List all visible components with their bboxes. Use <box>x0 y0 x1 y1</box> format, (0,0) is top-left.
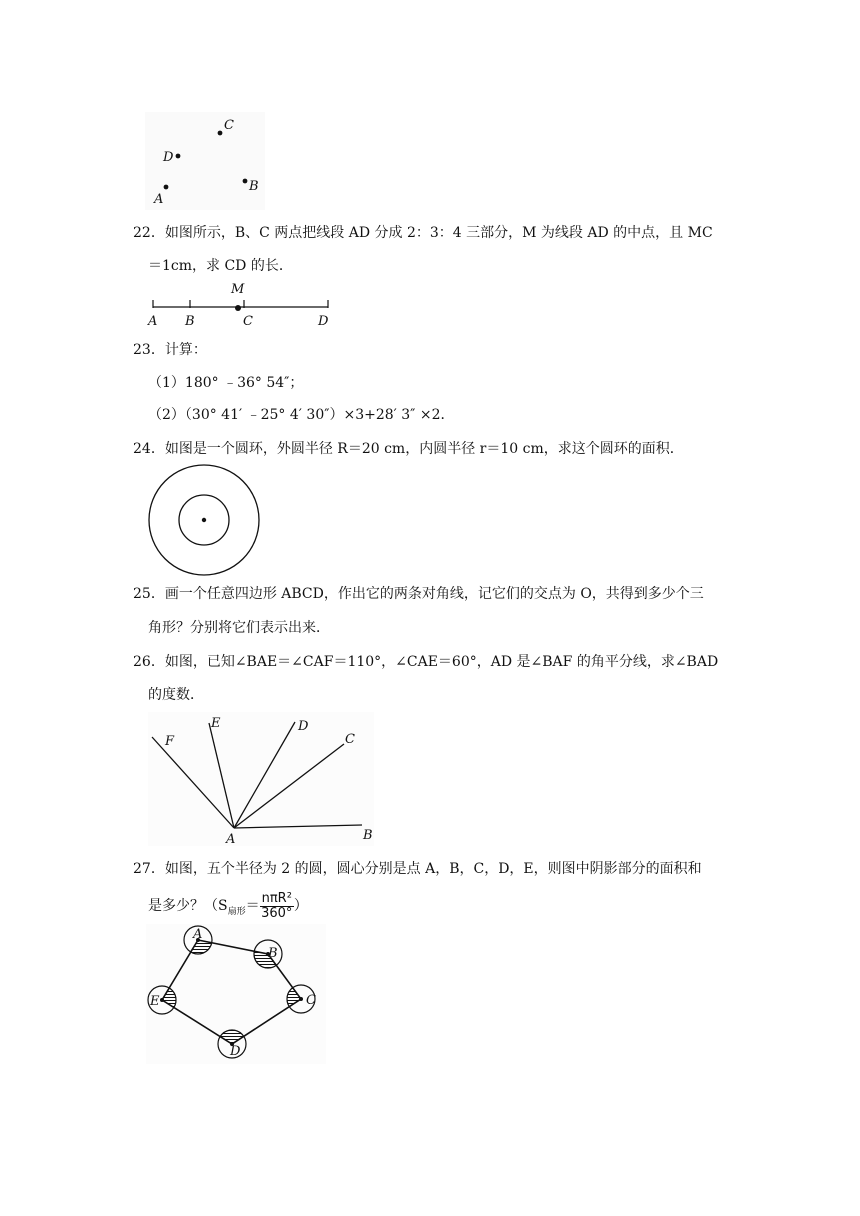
formula-denominator: 360° <box>261 905 293 921</box>
formula-numerator: nπR² <box>261 890 292 906</box>
label-C: C <box>243 314 253 329</box>
q25-number: 25． <box>133 586 165 602</box>
point-M <box>235 305 241 311</box>
figure-26-angles <box>148 712 374 846</box>
label-B: B <box>268 946 278 961</box>
q22-number: 22． <box>133 225 165 241</box>
q26-number: 26． <box>133 654 165 670</box>
q22-line2: ＝1cm，求 CD 的长． <box>148 258 293 274</box>
figure-27-pentagon-circles <box>146 924 326 1064</box>
sector-area-formula <box>260 892 294 921</box>
label-M: M <box>231 282 245 297</box>
q23-title-line <box>133 341 207 359</box>
label-A: A <box>226 832 236 846</box>
q25-line1 <box>133 585 704 603</box>
label-C: C <box>345 732 355 747</box>
q27-text-2: 是多少？（S <box>148 898 228 914</box>
q22-line1 <box>133 224 713 242</box>
q26-line1 <box>133 653 718 671</box>
q24-number: 24． <box>133 441 165 457</box>
q26-line2: 的度数． <box>148 687 204 703</box>
label-B: B <box>185 314 195 329</box>
label-A: A <box>154 192 164 207</box>
q23-part1: （1）180° ﹣36° 54″； <box>148 375 304 391</box>
label-C: C <box>306 993 316 1008</box>
label-C: C <box>224 118 234 133</box>
label-D: D <box>163 150 174 165</box>
figure-22-segment <box>146 280 336 330</box>
closing-paren: ） <box>293 898 308 914</box>
point-C <box>218 131 223 136</box>
q26-text-1: 如图，已知∠BAE＝∠CAF＝110°，∠CAE＝60°，AD 是∠BAF 的角平分线，求∠BAD <box>164 654 719 670</box>
figure-24-annulus <box>146 464 262 580</box>
equals-sign: ＝ <box>245 898 260 914</box>
q24-line1 <box>133 440 684 458</box>
q23-title: 计算： <box>164 342 207 358</box>
center-point <box>202 518 206 522</box>
label-B: B <box>363 828 373 843</box>
label-A: A <box>148 314 158 329</box>
point-A <box>164 185 169 190</box>
point-D <box>176 154 181 159</box>
label-F: F <box>165 734 175 749</box>
q27-line2 <box>148 891 308 927</box>
point-B <box>243 179 248 184</box>
q24-text: 如图是一个圆环，外圆半径 R＝20 cm，内圆半径 r＝10 cm，求这个圆环的面积． <box>164 441 684 457</box>
q27-number: 27． <box>133 861 165 877</box>
q23-number: 23． <box>133 342 165 358</box>
q23-part2: （2）（30° 41′ ﹣25° 4′ 30″）×3+28′ 3″ ×2． <box>148 407 455 423</box>
label-B: B <box>249 179 259 194</box>
q27-text-1: 如图，五个半径为 2 的圆，圆心分别是点 A，B，C，D，E，则图中阴影部分的面积和 <box>164 861 702 877</box>
q22-text-1: 如图所示，B、C 两点把线段 AD 分成 2：3：4 三部分，M 为线段 AD 的中点，且 MC <box>164 225 713 241</box>
label-D: D <box>230 1044 241 1059</box>
q25-line2: 角形？分别将它们表示出来． <box>148 620 330 636</box>
q25-text-1: 画一个任意四边形 ABCD，作出它的两条对角线，记它们的交点为 O，共得到多少个三 <box>164 586 704 602</box>
label-E: E <box>150 994 160 1009</box>
figure-21-points <box>145 112 265 210</box>
label-D: D <box>298 719 309 734</box>
label-E: E <box>211 716 221 731</box>
label-D: D <box>318 314 329 329</box>
q27-line1 <box>133 860 702 878</box>
sector-subscript: 扇形 <box>227 906 246 917</box>
label-A: A <box>193 927 203 942</box>
